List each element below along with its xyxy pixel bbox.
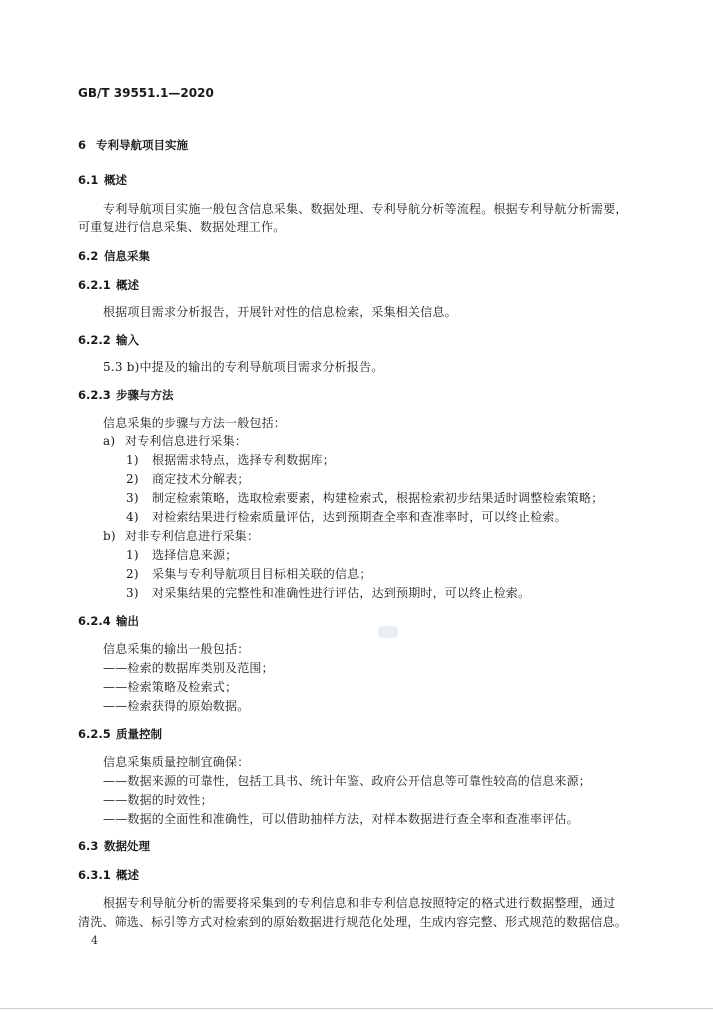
- dash-item: ——数据来源的可靠性，包括工具书、统计年鉴、政府公开信息等可靠性较高的信息来源；: [103, 774, 592, 788]
- section-number: 6.1: [78, 173, 99, 187]
- list-number: 2): [126, 472, 139, 486]
- section-6-2-2-heading: [78, 332, 139, 348]
- list-item: [126, 546, 237, 563]
- dash-item: ——数据的全面性和准确性，可以借助抽样方法，对样本数据进行查全率和查准率评估。: [103, 812, 579, 826]
- section-6-2-5-heading: [78, 726, 162, 742]
- section-number: 6.2.3: [78, 388, 111, 402]
- list-item: [126, 489, 603, 506]
- page-bottom-edge: [0, 1008, 713, 1009]
- paragraph: 根据专利导航分析的需要将采集到的专利信息和非专利信息按照特定的格式进行数据整理，通过: [103, 896, 616, 910]
- list-label: b): [103, 529, 116, 543]
- list-item-a: [103, 432, 247, 449]
- dash-item: ——检索策略及检索式；: [103, 680, 238, 694]
- standard-number: GB/T 39551.1—2020: [78, 86, 214, 100]
- section-title: 概述: [116, 868, 139, 882]
- section-title: 步骤与方法: [116, 388, 174, 402]
- list-item: [126, 508, 567, 525]
- section-title: 输入: [116, 333, 139, 347]
- paragraph: 专利导航项目实施一般包含信息采集、数据处理、专利导航分析等流程。根据专利导航分析需要，: [103, 202, 628, 216]
- paragraph: 清洗、筛选、标引等方式对检索到的原始数据进行规范化处理，生成内容完整、形式规范的数据信息。: [78, 915, 628, 929]
- list-number: 1): [126, 548, 139, 562]
- section-title: 输出: [116, 614, 139, 628]
- section-6-1-heading: [78, 172, 127, 188]
- list-text: 对检索结果进行检索质量评估，达到预期查全率和查准率时，可以终止检索。: [152, 510, 567, 524]
- list-number: 2): [126, 567, 139, 581]
- section-number: 6.3: [78, 839, 99, 853]
- paragraph: 可重复进行信息采集、数据处理工作。: [78, 220, 286, 234]
- list-item-b: [103, 527, 259, 544]
- list-text: 对采集结果的完整性和准确性进行评估，达到预期时，可以终止检索。: [152, 586, 531, 600]
- section-number: 6.2.4: [78, 614, 111, 628]
- paragraph: 信息采集的步骤与方法一般包括：: [103, 416, 287, 430]
- section-number: 6.2.1: [78, 278, 111, 292]
- dash-item: ——检索的数据库类别及范围；: [103, 661, 274, 675]
- list-text: 采集与专利导航项目目标相关联的信息；: [152, 567, 372, 581]
- list-item: [126, 470, 250, 487]
- watermark-logo: [378, 626, 398, 638]
- section-title: 专利导航项目实施: [96, 138, 188, 152]
- dash-item: ——数据的时效性；: [103, 793, 213, 807]
- list-label: a): [103, 434, 116, 448]
- section-6-2-3-heading: [78, 387, 174, 403]
- section-6-3-heading: [78, 838, 150, 854]
- list-text: 对专利信息进行采集：: [125, 434, 248, 448]
- page-number: 4: [91, 934, 98, 947]
- list-number: 1): [126, 453, 139, 467]
- paragraph: 信息采集的输出一般包括：: [103, 642, 250, 656]
- list-text: 商定技术分解表；: [152, 472, 250, 486]
- list-text: 对非专利信息进行采集：: [125, 529, 260, 543]
- section-title: 概述: [116, 278, 139, 292]
- list-number: 3): [126, 491, 139, 505]
- section-6-3-1-heading: [78, 867, 139, 883]
- section-number: 6.3.1: [78, 868, 111, 882]
- section-number: 6.2.5: [78, 727, 111, 741]
- paragraph: 5.3 b)中提及的输出的专利导航项目需求分析报告。: [103, 360, 384, 374]
- list-text: 根据需求特点，选择专利数据库；: [152, 453, 336, 467]
- section-6-2-heading: [78, 248, 150, 264]
- section-6-2-1-heading: [78, 277, 139, 293]
- section-number: 6.2.2: [78, 333, 111, 347]
- list-item: [126, 451, 335, 468]
- dash-item: ——检索获得的原始数据。: [103, 699, 250, 713]
- section-title: 信息采集: [104, 249, 150, 263]
- section-6-heading: [78, 137, 188, 153]
- section-6-2-4-heading: [78, 613, 139, 629]
- section-title: 概述: [104, 173, 127, 187]
- list-number: 4): [126, 510, 139, 524]
- section-title: 质量控制: [116, 727, 162, 741]
- paragraph: 根据项目需求分析报告，开展针对性的信息检索，采集相关信息。: [103, 305, 457, 319]
- list-text: 制定检索策略，选取检索要素，构建检索式，根据检索初步结果适时调整检索策略；: [152, 491, 604, 505]
- section-number: 6.2: [78, 249, 99, 263]
- list-item: [126, 584, 530, 601]
- list-number: 3): [126, 586, 139, 600]
- paragraph: 信息采集质量控制宜确保：: [103, 755, 250, 769]
- list-item: [126, 565, 372, 582]
- section-title: 数据处理: [104, 839, 150, 853]
- list-text: 选择信息来源；: [152, 548, 238, 562]
- section-number: 6: [78, 138, 87, 152]
